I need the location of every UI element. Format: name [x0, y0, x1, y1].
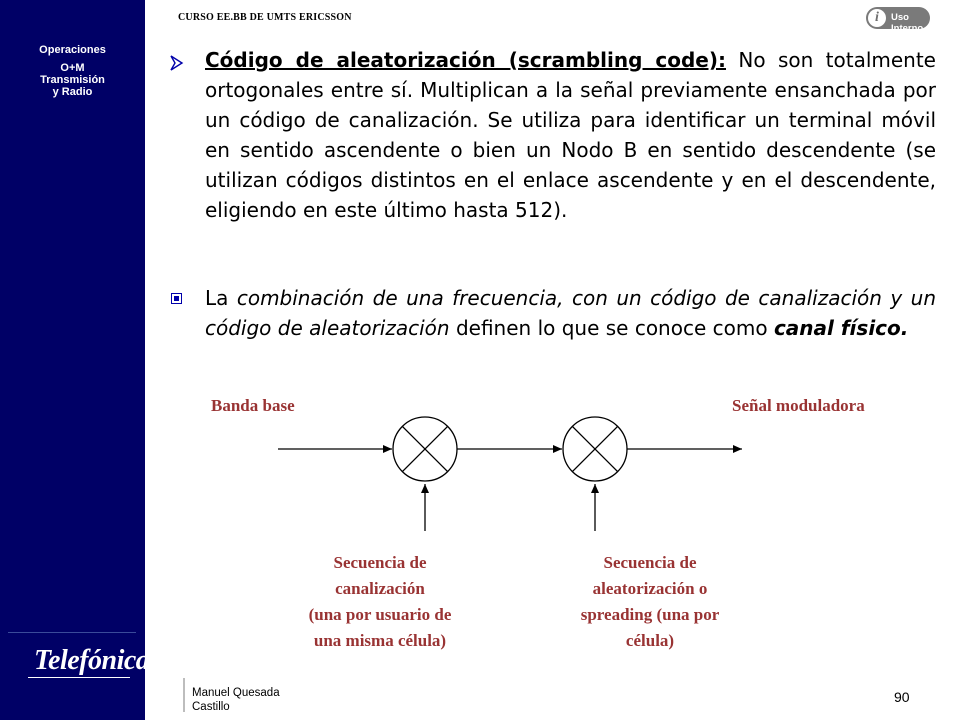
telefonica-logo: Telefónica — [34, 645, 150, 676]
physical-channel-term: canal físico. — [773, 316, 909, 340]
physical-channel-text-1: La — [205, 286, 237, 310]
scrambling-term: Código de aleatorización (scrambling code): — [205, 48, 726, 72]
scrambling-description: No son totalmente ortogonales entre sí. Multiplican a la señal previamente ensanchada por un código de canalización. Se utiliza para identificar un terminal móvil en sentido ascendente o bien un Nodo B en sentido descendente (se utilizan códigos distintos en el enlace ascendente y en el descendente, eligiendo en este último hasta 512). — [205, 48, 936, 222]
caption1-line4: una misma célula) — [313, 631, 447, 650]
course-title: CURSO EE.BB DE UMTS ERICSSON — [178, 12, 352, 23]
caption2-line1: Secuencia de — [603, 553, 697, 572]
author — [192, 686, 280, 714]
sidebar-line-3: Transmisión — [40, 74, 105, 86]
caption1-line2: canalización — [335, 579, 425, 598]
caption1-line1: Secuencia de — [333, 553, 427, 572]
caption2-line2: aleatorización o — [592, 579, 708, 598]
physical-channel-italic: combinación de una frecuencia, con un código de canalización y un código de aleatorización — [205, 286, 936, 340]
scrambling-caption — [540, 550, 760, 654]
footer-divider — [183, 678, 185, 712]
info-icon: i — [868, 9, 886, 27]
caption2-line3: spreading (una por — [580, 605, 720, 624]
sidebar-line-1: Operaciones — [39, 44, 106, 56]
channelization-caption — [270, 550, 490, 654]
input-label: Banda base — [211, 396, 295, 415]
channelization-multiplier — [393, 417, 457, 481]
output-label: Señal moduladora — [732, 396, 865, 415]
caption2-line4: célula) — [625, 631, 675, 650]
page-number: 90 — [894, 689, 910, 705]
caption1-line3: (una por usuario de — [308, 605, 452, 624]
scrambling-multiplier — [563, 417, 627, 481]
physical-channel-text-2: definen lo que se conoce como — [449, 316, 774, 340]
sidebar-line-4: y Radio — [52, 86, 93, 98]
author-line1: Manuel Quesada — [192, 687, 280, 699]
sidebar-line-2: O+M — [60, 62, 85, 74]
badge-label: Uso Interno — [891, 12, 924, 34]
author-line2: Castillo — [192, 701, 230, 713]
